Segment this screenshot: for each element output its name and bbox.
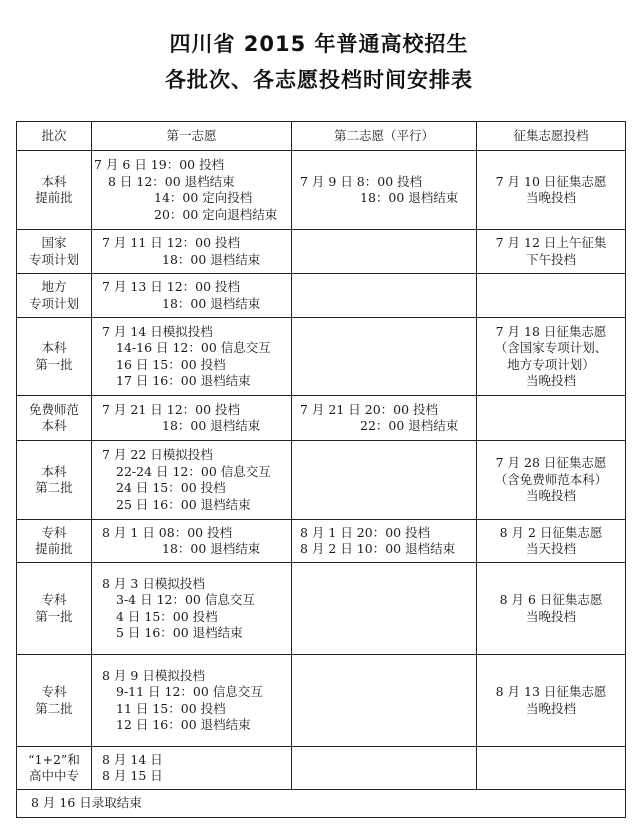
first-line: 8 日 12：00 退档结束	[108, 173, 235, 189]
zhengji-cell	[477, 274, 626, 318]
batch-line: 本科	[41, 340, 67, 355]
first-line: 18：00 退档结束	[162, 295, 261, 311]
first-choice-cell	[92, 747, 292, 790]
second-line: 8 月 2 日 10：00 退档结束	[300, 541, 456, 556]
first-line: 3-4 日 12：00 信息交互	[116, 592, 255, 607]
table-row	[17, 441, 626, 520]
batch-cell	[17, 655, 92, 747]
first-line: 8 月 9 日模拟投档	[102, 667, 205, 683]
first-choice-cell	[92, 655, 292, 747]
batch-line: 专科	[41, 524, 67, 540]
first-choice-cell	[92, 318, 292, 396]
zhengji-cell	[477, 747, 626, 790]
first-line: 25 日 16：00 退档结束	[116, 496, 251, 512]
batch-line: 国家	[41, 235, 67, 250]
first-line: 18：00 退档结束	[162, 541, 261, 556]
zhengji-line: 8 月 13 日征集志愿	[495, 684, 607, 699]
header-batch: 批次	[17, 122, 92, 151]
zhengji-cell	[477, 563, 626, 655]
zhengji-cell	[477, 396, 626, 441]
batch-cell	[17, 441, 92, 520]
second-line: 7 月 9 日 8：00 投档	[300, 173, 423, 189]
batch-line: 本科	[41, 418, 67, 433]
zhengji-line: 当晚投档	[525, 608, 576, 624]
first-line: 20：00 定向退档结束	[154, 206, 278, 222]
second-choice-cell	[292, 151, 477, 230]
first-line: 8 月 14 日	[102, 751, 163, 767]
batch-line: 专科	[41, 592, 67, 607]
zhengji-line: 8 月 2 日征集志愿	[499, 524, 603, 540]
first-line: 18：00 退档结束	[162, 251, 261, 267]
page-title-line2: 各批次、各志愿投档时间安排表	[165, 68, 473, 92]
batch-line: 本科	[41, 173, 67, 189]
first-choice-cell	[92, 230, 292, 274]
first-line: 7 月 6 日 19：00 投档	[94, 157, 225, 172]
batch-line: 免费师范	[28, 401, 79, 417]
zhengji-line: 7 月 12 日上午征集	[495, 235, 607, 250]
first-line: 14：00 定向投档	[154, 190, 253, 205]
first-line: 11 日 15：00 投档	[116, 700, 226, 716]
batch-line: 高中中专	[28, 768, 79, 783]
second-line: 7 月 21 日 20：00 投档	[300, 401, 439, 417]
table-row	[17, 396, 626, 441]
second-choice-cell	[292, 520, 477, 563]
batch-line: 第二批	[35, 480, 73, 495]
batch-cell	[17, 230, 92, 274]
first-line: 7 月 21 日 12：00 投档	[102, 401, 241, 417]
zhengji-cell	[477, 441, 626, 520]
second-choice-cell	[292, 318, 477, 396]
first-choice-cell	[92, 441, 292, 520]
page-title-line1: 四川省 2015 年普通高校招生	[169, 32, 469, 56]
batch-cell	[17, 274, 92, 318]
second-line: 22：00 退档结束	[360, 418, 459, 433]
table-row	[17, 655, 626, 747]
first-line: 17 日 16：00 退档结束	[116, 373, 251, 388]
first-line: 5 日 16：00 退档结束	[116, 625, 243, 640]
first-line: 4 日 15：00 投档	[116, 608, 218, 624]
table-row	[17, 563, 626, 655]
header-first-choice: 第一志愿	[92, 122, 292, 151]
batch-line: 地方	[41, 279, 67, 294]
first-line: 8 月 1 日 08：00 投档	[102, 524, 233, 540]
second-choice-cell	[292, 655, 477, 747]
batch-line: 本科	[41, 463, 67, 479]
second-choice-cell	[292, 230, 477, 274]
table-row	[17, 151, 626, 230]
first-line: 18：00 退档结束	[162, 418, 261, 433]
first-line: 7 月 14 日模拟投档	[102, 323, 213, 339]
header-row	[17, 122, 626, 151]
first-choice-cell	[92, 151, 292, 230]
zhengji-line: （含国家专项计划、	[494, 340, 608, 355]
footer-row	[17, 790, 626, 818]
table-row	[17, 274, 626, 318]
batch-line: 提前批	[35, 541, 73, 556]
second-line: 18：00 退档结束	[360, 190, 459, 205]
zhengji-cell	[477, 318, 626, 396]
second-choice-cell	[292, 441, 477, 520]
header-second-choice: 第二志愿（平行）	[292, 122, 477, 151]
batch-cell	[17, 151, 92, 230]
first-choice-cell	[92, 274, 292, 318]
table-row	[17, 318, 626, 396]
zhengji-line: 7 月 18 日征集志愿	[495, 323, 607, 339]
footer-text: 8 月 16 日录取结束	[31, 795, 142, 811]
zhengji-line: （含免费师范本科）	[494, 471, 608, 487]
zhengji-cell	[477, 230, 626, 274]
first-line: 8 月 15 日	[102, 768, 163, 783]
batch-cell	[17, 520, 92, 563]
batch-cell	[17, 396, 92, 441]
batch-line: 专科	[41, 684, 67, 699]
batch-line: 第一批	[35, 356, 73, 372]
zhengji-line: 地方专项计划）	[507, 356, 595, 372]
batch-line: 专项计划	[28, 295, 79, 311]
zhengji-line: 8 月 6 日征集志愿	[499, 592, 603, 607]
zhengji-line: 当天投档	[525, 541, 576, 556]
header-zhengji: 征集志愿投档	[477, 122, 626, 151]
batch-cell	[17, 318, 92, 396]
second-choice-cell	[292, 274, 477, 318]
first-choice-cell	[92, 396, 292, 441]
first-choice-cell	[92, 520, 292, 563]
zhengji-line: 当晚投档	[525, 488, 576, 504]
zhengji-line: 当晚投档	[525, 190, 576, 205]
second-choice-cell	[292, 563, 477, 655]
first-line: 7 月 22 日模拟投档	[102, 447, 213, 462]
table-body	[17, 151, 626, 790]
zhengji-line: 当晚投档	[525, 700, 576, 716]
zhengji-cell	[477, 151, 626, 230]
zhengji-line: 7 月 10 日征集志愿	[495, 173, 607, 189]
first-choice-cell	[92, 563, 292, 655]
first-line: 24 日 15：00 投档	[116, 480, 226, 495]
second-choice-cell	[292, 747, 477, 790]
zhengji-line: 7 月 28 日征集志愿	[495, 455, 607, 471]
batch-line: 提前批	[35, 190, 73, 205]
first-line: 12 日 16：00 退档结束	[116, 717, 251, 732]
batch-line: 第一批	[35, 608, 73, 624]
first-line: 16 日 15：00 投档	[116, 356, 226, 372]
table-row	[17, 230, 626, 274]
schedule-table	[16, 121, 626, 818]
first-line: 7 月 11 日 12：00 投档	[102, 235, 241, 250]
zhengji-cell	[477, 655, 626, 747]
batch-line: “1+2”和	[28, 751, 80, 767]
first-line: 14-16 日 12：00 信息交互	[116, 340, 271, 355]
footer-note	[17, 790, 626, 818]
first-line: 9-11 日 12：00 信息交互	[116, 684, 263, 699]
batch-line: 专项计划	[28, 251, 79, 267]
first-line: 8 月 3 日模拟投档	[102, 575, 205, 591]
zhengji-line: 下午投档	[525, 251, 576, 267]
second-line: 8 月 1 日 20：00 投档	[300, 524, 431, 540]
batch-cell	[17, 563, 92, 655]
batch-line: 第二批	[35, 700, 73, 716]
second-choice-cell	[292, 396, 477, 441]
table-row	[17, 747, 626, 790]
table-row	[17, 520, 626, 563]
first-line: 7 月 13 日 12：00 投档	[102, 279, 241, 294]
zhengji-line: 当晚投档	[525, 373, 576, 388]
batch-cell	[17, 747, 92, 790]
zhengji-cell	[477, 520, 626, 563]
first-line: 22-24 日 12：00 信息交互	[116, 463, 271, 479]
